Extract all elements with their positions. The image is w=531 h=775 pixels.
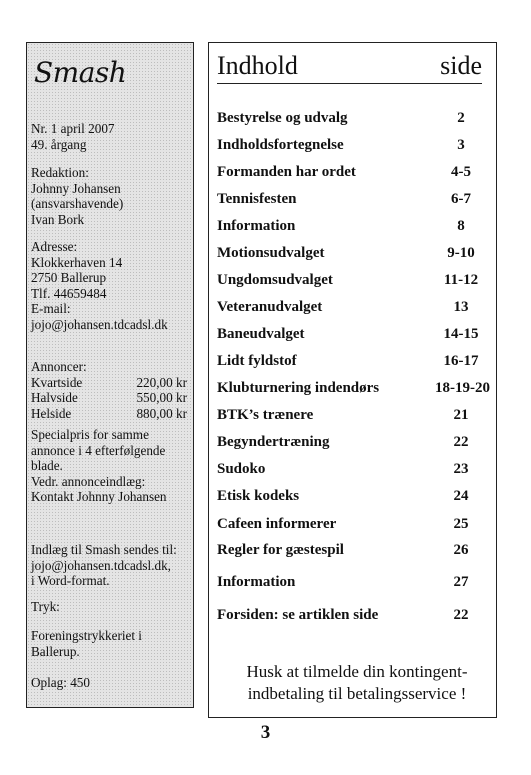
toc-entry-page: 27 bbox=[453, 574, 469, 590]
address-label: Adresse: bbox=[31, 239, 78, 254]
toc-entry-page: 18-19-20 bbox=[435, 380, 490, 396]
toc-entry-title: Lidt fyldstof bbox=[217, 353, 297, 369]
toc-entry-page: 25 bbox=[453, 516, 469, 532]
toc-entry-page: 8 bbox=[457, 218, 465, 234]
ad-price-row bbox=[31, 375, 187, 391]
ads-label: Annoncer: bbox=[31, 359, 87, 374]
payment-reminder bbox=[222, 661, 492, 705]
toc-entry-title: Indholdsfortegnelse bbox=[217, 137, 344, 153]
toc-entry-page: 14-15 bbox=[443, 326, 479, 342]
special-line: annonce i 4 efterfølgende bbox=[31, 442, 166, 458]
toc-entry-page: 6-7 bbox=[451, 191, 471, 207]
address-phone: Tlf. 44659484 bbox=[31, 285, 107, 301]
printer-line: Ballerup. bbox=[31, 643, 80, 659]
reminder-line: indbetaling til betalingsservice ! bbox=[247, 684, 467, 703]
toc-entry-title: Ungdomsudvalget bbox=[217, 272, 333, 288]
co-editor-name: Ivan Bork bbox=[31, 211, 85, 227]
toc-entry-title: Baneudvalget bbox=[217, 326, 305, 342]
ad-size: Kvartside bbox=[31, 374, 83, 390]
table-of-contents bbox=[208, 42, 497, 718]
toc-entry-page: 4-5 bbox=[451, 164, 471, 180]
ad-price-row bbox=[31, 406, 187, 422]
toc-entry-page: 3 bbox=[457, 137, 465, 153]
ad-price-row bbox=[31, 390, 187, 406]
printer-line: Foreningstrykkeriet i bbox=[31, 628, 142, 643]
toc-entry-title: Bestyrelse og udvalg bbox=[217, 110, 348, 126]
reminder-line: Husk at tilmelde din kontingent- bbox=[246, 662, 468, 681]
email-label: E-mail: bbox=[31, 301, 71, 317]
toc-entry-title: Formanden har ordet bbox=[217, 164, 356, 180]
ad-contact-name: Kontakt Johnny Johansen bbox=[31, 489, 167, 505]
ad-prices bbox=[31, 359, 187, 421]
toc-entry-title: Forsiden: se artiklen side bbox=[217, 607, 379, 623]
toc-entry-title: Motionsudvalget bbox=[217, 245, 325, 261]
ad-price: 220,00 kr bbox=[136, 374, 187, 390]
printer-info bbox=[31, 628, 142, 659]
circulation: Oplag: 450 bbox=[31, 675, 90, 690]
toc-header-rule bbox=[217, 83, 482, 84]
toc-entry-title: Regler for gæstespil bbox=[217, 542, 344, 558]
toc-entry-page: 22 bbox=[453, 434, 469, 450]
toc-entry-title: BTK’s trænere bbox=[217, 407, 314, 423]
toc-entry-page: 24 bbox=[453, 488, 469, 504]
special-line: Specialpris for samme bbox=[31, 427, 149, 442]
toc-entry-page: 22 bbox=[453, 607, 469, 623]
toc-entry-page: 26 bbox=[453, 542, 469, 558]
ad-size: Halvside bbox=[31, 390, 78, 406]
editorial-info bbox=[31, 165, 123, 227]
masthead-panel bbox=[26, 42, 194, 708]
print-label: Tryk: bbox=[31, 599, 60, 614]
toc-page-heading: side bbox=[440, 51, 482, 80]
email-address: jojo@johansen.tdcadsl.dk bbox=[31, 316, 168, 332]
toc-entry-title: Tennisfesten bbox=[217, 191, 297, 207]
ad-size: Helside bbox=[31, 405, 72, 421]
toc-entry-page: 9-10 bbox=[447, 245, 475, 261]
special-offer bbox=[31, 427, 167, 505]
toc-entry-title: Cafeen informerer bbox=[217, 516, 337, 532]
toc-entry-title: Information bbox=[217, 218, 296, 234]
editorial-label: Redaktion: bbox=[31, 165, 89, 180]
address-street: Klokkerhaven 14 bbox=[31, 254, 123, 270]
toc-entry-title: Veteranudvalget bbox=[217, 299, 323, 315]
toc-entry-title: Etisk kodeks bbox=[217, 488, 300, 504]
submission-info bbox=[31, 542, 177, 589]
toc-header bbox=[217, 51, 482, 85]
toc-entry-page: 21 bbox=[453, 407, 469, 423]
volume: 49. årgang bbox=[31, 136, 87, 152]
ad-price: 550,00 kr bbox=[136, 390, 187, 406]
editor-name: Johnny Johansen bbox=[31, 180, 121, 196]
toc-entry-title: Sudoko bbox=[217, 461, 266, 477]
editor-role: (ansvarshavende) bbox=[31, 196, 124, 212]
toc-entry-page: 16-17 bbox=[443, 353, 479, 369]
toc-entry-title: Information bbox=[217, 574, 296, 590]
issue-number: Nr. 1 april 2007 bbox=[31, 121, 115, 136]
toc-entry-page: 23 bbox=[453, 461, 469, 477]
submission-line: Indlæg til Smash sendes til: bbox=[31, 542, 177, 557]
ad-contact-label: Vedr. annonceindlæg: bbox=[31, 473, 146, 489]
page-number: 3 bbox=[260, 722, 271, 743]
issue-info bbox=[31, 121, 115, 152]
submission-email: jojo@johansen.tdcadsl.dk, bbox=[31, 557, 171, 573]
special-line: blade. bbox=[31, 458, 63, 474]
toc-entry-title: Klubturnering indendørs bbox=[217, 380, 380, 396]
ad-price: 880,00 kr bbox=[136, 405, 187, 421]
toc-entry-title: Begyndertræning bbox=[217, 434, 330, 450]
address-info bbox=[31, 239, 168, 333]
toc-entry-page: 11-12 bbox=[443, 272, 479, 288]
submission-format: i Word-format. bbox=[31, 573, 110, 589]
toc-entry-page: 13 bbox=[453, 299, 469, 315]
toc-entry-page: 2 bbox=[457, 110, 465, 126]
smash-logo: Smash bbox=[34, 56, 127, 89]
address-city: 2750 Ballerup bbox=[31, 270, 107, 286]
toc-title: Indhold bbox=[217, 51, 298, 80]
